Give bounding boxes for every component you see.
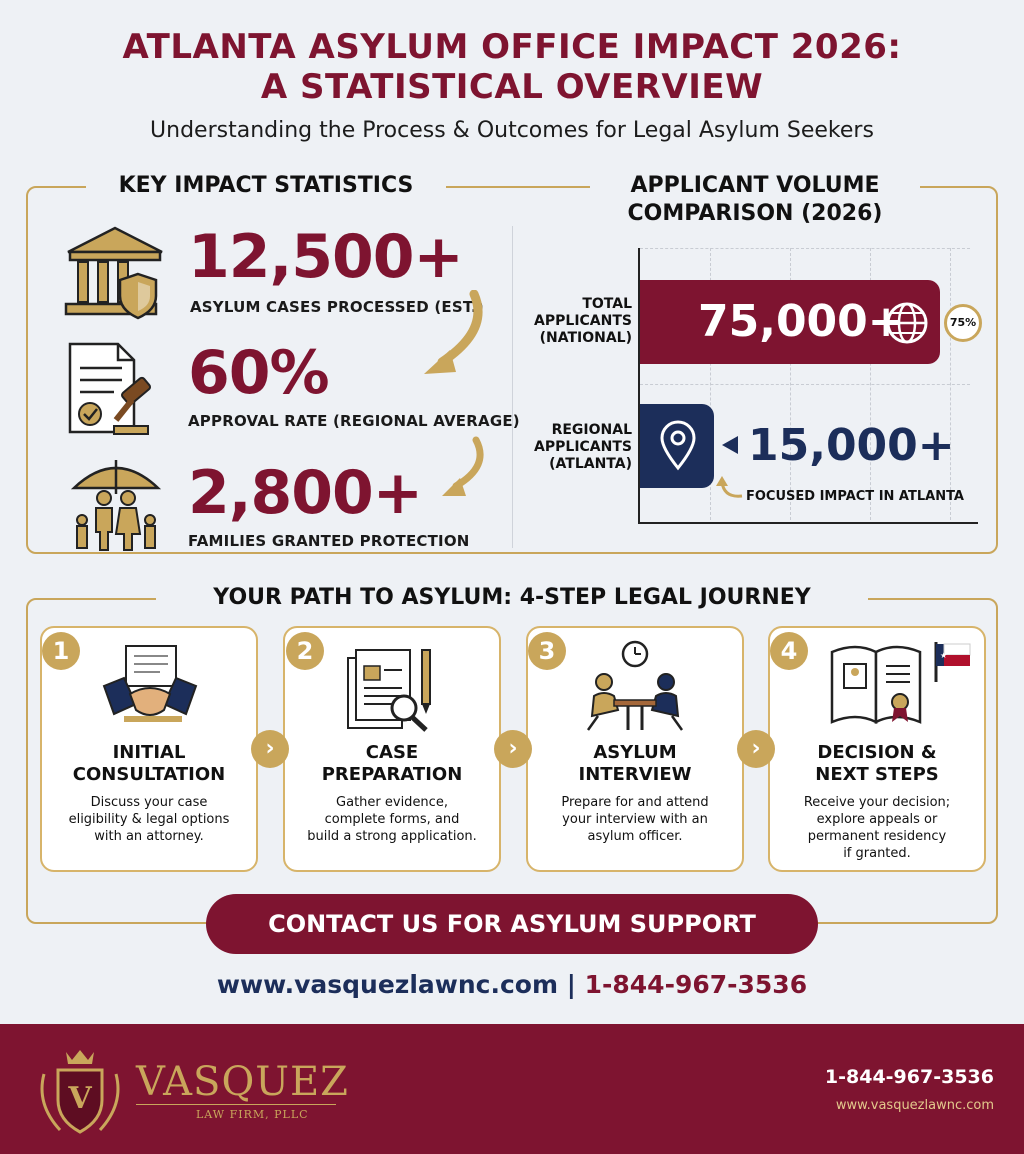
page-title-line1: ATLANTA ASYLUM OFFICE IMPACT 2026: [122,27,902,67]
open-book-flag-icon [826,638,974,732]
chevron-right-icon: › [737,730,775,768]
volume-heading [590,172,920,228]
step-desc-line: if granted. [843,846,911,861]
step-desc-line: permanent residency [807,829,947,844]
step-description [287,794,497,845]
website-link[interactable]: www.vasquezlawnc.com [216,970,559,999]
volume-heading-line1: APPLICANT VOLUME [630,173,880,198]
bar-national-value: 75,000+ [698,296,905,347]
stat-approval-value: 60% [188,338,329,408]
chevron-right-icon: › [251,730,289,768]
location-pin-icon [658,420,698,472]
bar-label-line: TOTAL [582,296,632,312]
step-title-line: PREPARATION [321,764,463,785]
step-desc-line: asylum officer. [587,829,683,844]
x-axis [638,522,978,524]
step-description [44,794,254,845]
firm-logo-icon [30,1044,130,1144]
curved-arrow-icon [420,290,490,380]
stat-approval-label: APPROVAL RATE (REGIONAL AVERAGE) [188,412,520,430]
footer-brand-divider [136,1104,336,1105]
footer-brand: VASQUEZ [136,1059,349,1105]
handshake-icon [100,644,200,730]
document-gavel-icon [64,340,164,440]
step-description [772,794,982,862]
svg-text:V: V [68,1081,92,1116]
footer-brand-sub: LAW FIRM, PLLC [196,1108,309,1121]
step-desc-line: Prepare for and attend [561,795,709,810]
page-title-line2: A STATISTICAL OVERVIEW [260,67,764,107]
page-subtitle: Understanding the Process & Outcomes for Legal Asylum Seekers [150,118,874,143]
contact-line [0,968,1024,1002]
curved-arrow-icon [440,436,490,502]
bar-label-line: REGIONAL [551,422,632,438]
bar-label-line: APPLICANTS [534,439,632,455]
step-desc-line: eligibility & legal options [68,812,230,827]
step-title [768,742,986,786]
step-desc-line: Gather evidence, [336,795,448,810]
step-title-line: INITIAL [112,742,186,763]
step-title-line: DECISION & [817,742,937,763]
bar-label-national [522,296,632,347]
family-umbrella-icon [66,454,166,554]
step-title-line: ASYLUM [593,742,677,763]
footer-phone[interactable]: 1-844-967-3536 [824,1066,994,1088]
step-desc-line: Discuss your case [90,795,208,810]
pointer-arrow-icon [722,436,738,454]
footer-website[interactable]: www.vasquezlawnc.com [835,1098,994,1113]
section-divider [512,226,513,548]
step-desc-line: with an attorney. [94,829,204,844]
step-title-line: INTERVIEW [578,764,692,785]
focused-impact-annotation: FOCUSED IMPACT IN ATLANTA [746,489,964,504]
volume-heading-line2: COMPARISON (2026) [627,201,883,226]
stat-cases-label: ASYLUM CASES PROCESSED (EST.) [190,298,484,316]
step-title [283,742,501,786]
step-title-line: NEXT STEPS [815,764,939,785]
interview-table-icon [578,640,692,734]
contact-us-button[interactable]: CONTACT US FOR ASYLUM SUPPORT [206,894,818,954]
step-description [530,794,740,845]
bar-label-regional [522,422,632,473]
svg-text:★: ★ [940,651,948,660]
globe-icon [884,300,930,346]
stat-families-value: 2,800+ [188,458,423,528]
grid-line [640,248,970,249]
step-title-line: CONSULTATION [72,764,226,785]
step-number-badge: 1 [42,632,80,670]
bar-label-line: APPLICANTS [534,313,632,329]
step-desc-line: complete forms, and [324,812,460,827]
key-stats-heading: KEY IMPACT STATISTICS [86,172,446,200]
step-desc-line: Receive your decision; [803,795,951,810]
phone-link[interactable]: 1-844-967-3536 [584,970,808,999]
step-title-line: CASE [365,742,419,763]
step-title [40,742,258,786]
courthouse-shield-icon [60,222,170,322]
percent-badge: 75% [944,304,982,342]
chevron-right-icon: › [494,730,532,768]
step-desc-line: your interview with an [562,812,708,827]
bar-regional-value: 15,000+ [748,420,955,471]
step-number-badge: 2 [286,632,324,670]
step-number-badge: 4 [770,632,808,670]
documents-magnifier-icon [342,642,442,734]
stat-families-label: FAMILIES GRANTED PROTECTION [188,532,470,550]
bar-label-line: (ATLANTA) [549,456,632,472]
step-number-badge: 3 [528,632,566,670]
stat-cases-value: 12,500+ [188,222,463,292]
journey-heading: YOUR PATH TO ASYLUM: 4-STEP LEGAL JOURNEY [156,584,868,612]
step-desc-line: explore appeals or [816,812,938,827]
bar-label-line: (NATIONAL) [539,330,632,346]
curved-arrow-small-icon [714,476,744,502]
step-title [526,742,744,786]
grid-line [640,384,970,385]
step-desc-line: build a strong application. [307,829,477,844]
contact-separator: | [566,970,576,999]
